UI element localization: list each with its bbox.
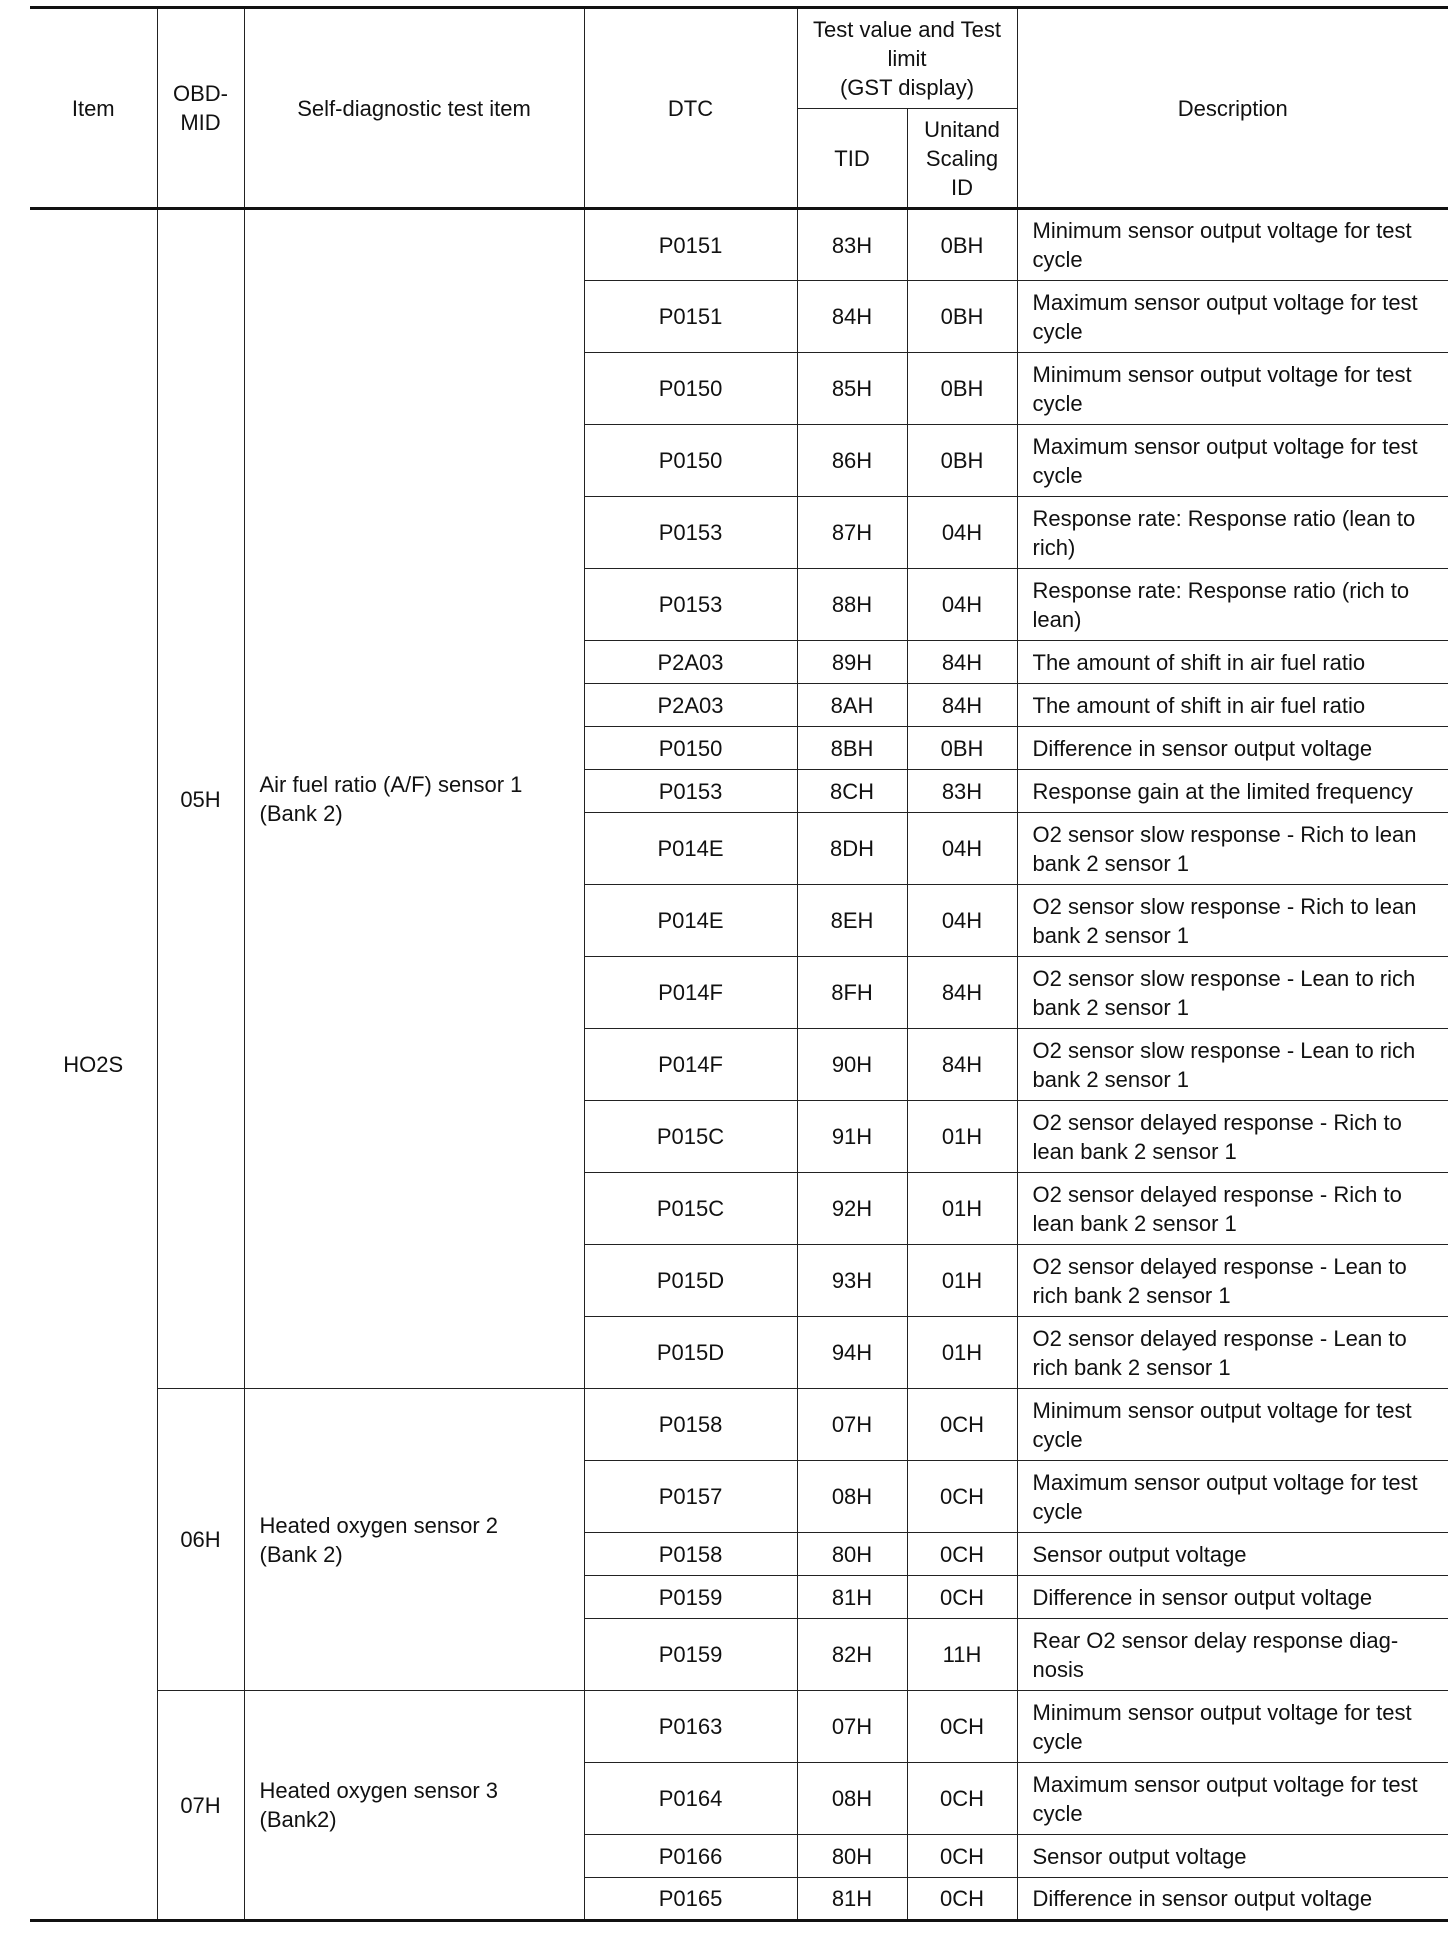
- unit-scaling-cell: 0CH: [907, 1691, 1017, 1763]
- unit-scaling-cell: 84H: [907, 641, 1017, 684]
- tid-cell: 8FH: [797, 957, 907, 1029]
- unit-scaling-cell: 0BH: [907, 353, 1017, 425]
- obd-mid-test-table: [30, 6, 1448, 1922]
- test-item-cell: Air fuel ratio (A/F) sensor 1 (Bank 2): [244, 209, 584, 1389]
- dtc-cell: P0158: [584, 1389, 797, 1461]
- dtc-cell: P0157: [584, 1461, 797, 1533]
- header-description: Description: [1017, 8, 1448, 209]
- description-cell: Difference in sensor output voltage: [1017, 727, 1448, 770]
- dtc-cell: P0150: [584, 425, 797, 497]
- tid-cell: 08H: [797, 1763, 907, 1835]
- description-cell: Response rate: Response ratio (rich to lean): [1017, 569, 1448, 641]
- obdmid-cell: 07H: [157, 1691, 244, 1921]
- dtc-cell: P0153: [584, 569, 797, 641]
- description-cell: Maximum sensor output voltage for test cycle: [1017, 281, 1448, 353]
- description-cell: O2 sensor delayed response - Rich to lean bank 2 sensor 1: [1017, 1173, 1448, 1245]
- dtc-cell: P014F: [584, 1029, 797, 1101]
- description-cell: Maximum sensor output voltage for test cycle: [1017, 1763, 1448, 1835]
- tid-cell: 92H: [797, 1173, 907, 1245]
- unit-scaling-cell: 84H: [907, 1029, 1017, 1101]
- unit-scaling-cell: 01H: [907, 1101, 1017, 1173]
- description-cell: Response gain at the limited frequency: [1017, 770, 1448, 813]
- tid-cell: 90H: [797, 1029, 907, 1101]
- unit-scaling-cell: 04H: [907, 885, 1017, 957]
- description-cell: Minimum sensor output voltage for test cycle: [1017, 1691, 1448, 1763]
- tid-cell: 82H: [797, 1619, 907, 1691]
- table-header: [30, 8, 1448, 209]
- dtc-cell: P0151: [584, 209, 797, 281]
- header-obdmid: OBD- MID: [157, 8, 244, 209]
- dtc-cell: P2A03: [584, 641, 797, 684]
- dtc-cell: P015D: [584, 1317, 797, 1389]
- tid-cell: 07H: [797, 1691, 907, 1763]
- unit-scaling-cell: 0CH: [907, 1533, 1017, 1576]
- test-item-cell: Heated oxygen sensor 3 (Bank2): [244, 1691, 584, 1921]
- unit-scaling-cell: 04H: [907, 813, 1017, 885]
- description-cell: Maximum sensor output voltage for test cycle: [1017, 425, 1448, 497]
- dtc-cell: P015D: [584, 1245, 797, 1317]
- description-cell: Minimum sensor output voltage for test cycle: [1017, 1389, 1448, 1461]
- unit-scaling-cell: 0BH: [907, 727, 1017, 770]
- unit-scaling-cell: 04H: [907, 497, 1017, 569]
- dtc-cell: P0150: [584, 353, 797, 425]
- header-tid: TID: [797, 109, 907, 209]
- description-cell: O2 sensor delayed response - Lean to rich bank 2 sensor 1: [1017, 1317, 1448, 1389]
- tid-cell: 08H: [797, 1461, 907, 1533]
- obdmid-cell: 05H: [157, 209, 244, 1389]
- dtc-cell: P0165: [584, 1878, 797, 1921]
- header-dtc: DTC: [584, 8, 797, 209]
- unit-scaling-cell: 84H: [907, 957, 1017, 1029]
- tid-cell: 85H: [797, 353, 907, 425]
- unit-scaling-cell: 83H: [907, 770, 1017, 813]
- unit-scaling-cell: 01H: [907, 1317, 1017, 1389]
- dtc-cell: P0150: [584, 727, 797, 770]
- dtc-cell: P0158: [584, 1533, 797, 1576]
- tid-cell: 80H: [797, 1533, 907, 1576]
- dtc-cell: P0164: [584, 1763, 797, 1835]
- description-cell: Sensor output voltage: [1017, 1533, 1448, 1576]
- dtc-cell: P0151: [584, 281, 797, 353]
- description-cell: Response rate: Response ratio (lean to rich): [1017, 497, 1448, 569]
- description-cell: The amount of shift in air fuel ratio: [1017, 641, 1448, 684]
- tid-cell: 8EH: [797, 885, 907, 957]
- unit-scaling-cell: 01H: [907, 1173, 1017, 1245]
- unit-scaling-cell: 84H: [907, 684, 1017, 727]
- item-cell: HO2S: [30, 209, 157, 1921]
- tid-cell: 94H: [797, 1317, 907, 1389]
- tid-cell: 81H: [797, 1576, 907, 1619]
- tid-cell: 80H: [797, 1835, 907, 1878]
- tid-cell: 91H: [797, 1101, 907, 1173]
- tid-cell: 8BH: [797, 727, 907, 770]
- description-cell: O2 sensor slow response - Rich to lean bank 2 sensor 1: [1017, 813, 1448, 885]
- description-cell: O2 sensor slow response - Lean to rich bank 2 sensor 1: [1017, 1029, 1448, 1101]
- description-cell: Difference in sensor output voltage: [1017, 1878, 1448, 1921]
- unit-scaling-cell: 0CH: [907, 1576, 1017, 1619]
- unit-scaling-cell: 0CH: [907, 1835, 1017, 1878]
- dtc-cell: P015C: [584, 1173, 797, 1245]
- test-item-cell: Heated oxygen sensor 2 (Bank 2): [244, 1389, 584, 1691]
- dtc-table-document: [30, 6, 1448, 1922]
- tid-cell: 84H: [797, 281, 907, 353]
- header-unit-scaling-id: Unitand Scaling ID: [907, 109, 1017, 209]
- description-cell: Rear O2 sensor delay response diag- nosis: [1017, 1619, 1448, 1691]
- unit-scaling-cell: 0BH: [907, 281, 1017, 353]
- dtc-cell: P0153: [584, 770, 797, 813]
- dtc-cell: P0159: [584, 1619, 797, 1691]
- description-cell: O2 sensor slow response - Rich to lean bank 2 sensor 1: [1017, 885, 1448, 957]
- tid-cell: 88H: [797, 569, 907, 641]
- header-item: Item: [30, 8, 157, 209]
- dtc-cell: P014F: [584, 957, 797, 1029]
- description-cell: Difference in sensor output voltage: [1017, 1576, 1448, 1619]
- description-cell: O2 sensor delayed response - Rich to lean bank 2 sensor 1: [1017, 1101, 1448, 1173]
- dtc-cell: P015C: [584, 1101, 797, 1173]
- unit-scaling-cell: 0CH: [907, 1461, 1017, 1533]
- description-cell: Minimum sensor output voltage for test cycle: [1017, 209, 1448, 281]
- unit-scaling-cell: 11H: [907, 1619, 1017, 1691]
- unit-scaling-cell: 0BH: [907, 425, 1017, 497]
- dtc-cell: P2A03: [584, 684, 797, 727]
- unit-scaling-cell: 0CH: [907, 1389, 1017, 1461]
- header-self-diagnostic-test-item: Self-diagnostic test item: [244, 8, 584, 209]
- table-row: [30, 209, 1448, 281]
- unit-scaling-cell: 0BH: [907, 209, 1017, 281]
- table-body: [30, 209, 1448, 1921]
- dtc-cell: P0166: [584, 1835, 797, 1878]
- unit-scaling-cell: 0CH: [907, 1878, 1017, 1921]
- header-test-value-group: Test value and Test limit (GST display): [797, 8, 1017, 109]
- tid-cell: 07H: [797, 1389, 907, 1461]
- description-cell: Maximum sensor output voltage for test cycle: [1017, 1461, 1448, 1533]
- unit-scaling-cell: 0CH: [907, 1763, 1017, 1835]
- dtc-cell: P0163: [584, 1691, 797, 1763]
- dtc-cell: P0159: [584, 1576, 797, 1619]
- tid-cell: 8DH: [797, 813, 907, 885]
- tid-cell: 83H: [797, 209, 907, 281]
- table-row: [30, 1691, 1448, 1763]
- dtc-cell: P014E: [584, 885, 797, 957]
- tid-cell: 81H: [797, 1878, 907, 1921]
- tid-cell: 89H: [797, 641, 907, 684]
- tid-cell: 8AH: [797, 684, 907, 727]
- table-row: [30, 1389, 1448, 1461]
- tid-cell: 87H: [797, 497, 907, 569]
- description-cell: Sensor output voltage: [1017, 1835, 1448, 1878]
- tid-cell: 93H: [797, 1245, 907, 1317]
- tid-cell: 8CH: [797, 770, 907, 813]
- description-cell: O2 sensor slow response - Lean to rich bank 2 sensor 1: [1017, 957, 1448, 1029]
- dtc-cell: P014E: [584, 813, 797, 885]
- description-cell: Minimum sensor output voltage for test cycle: [1017, 353, 1448, 425]
- description-cell: O2 sensor delayed response - Lean to rich bank 2 sensor 1: [1017, 1245, 1448, 1317]
- dtc-cell: P0153: [584, 497, 797, 569]
- unit-scaling-cell: 01H: [907, 1245, 1017, 1317]
- obdmid-cell: 06H: [157, 1389, 244, 1691]
- description-cell: The amount of shift in air fuel ratio: [1017, 684, 1448, 727]
- unit-scaling-cell: 04H: [907, 569, 1017, 641]
- tid-cell: 86H: [797, 425, 907, 497]
